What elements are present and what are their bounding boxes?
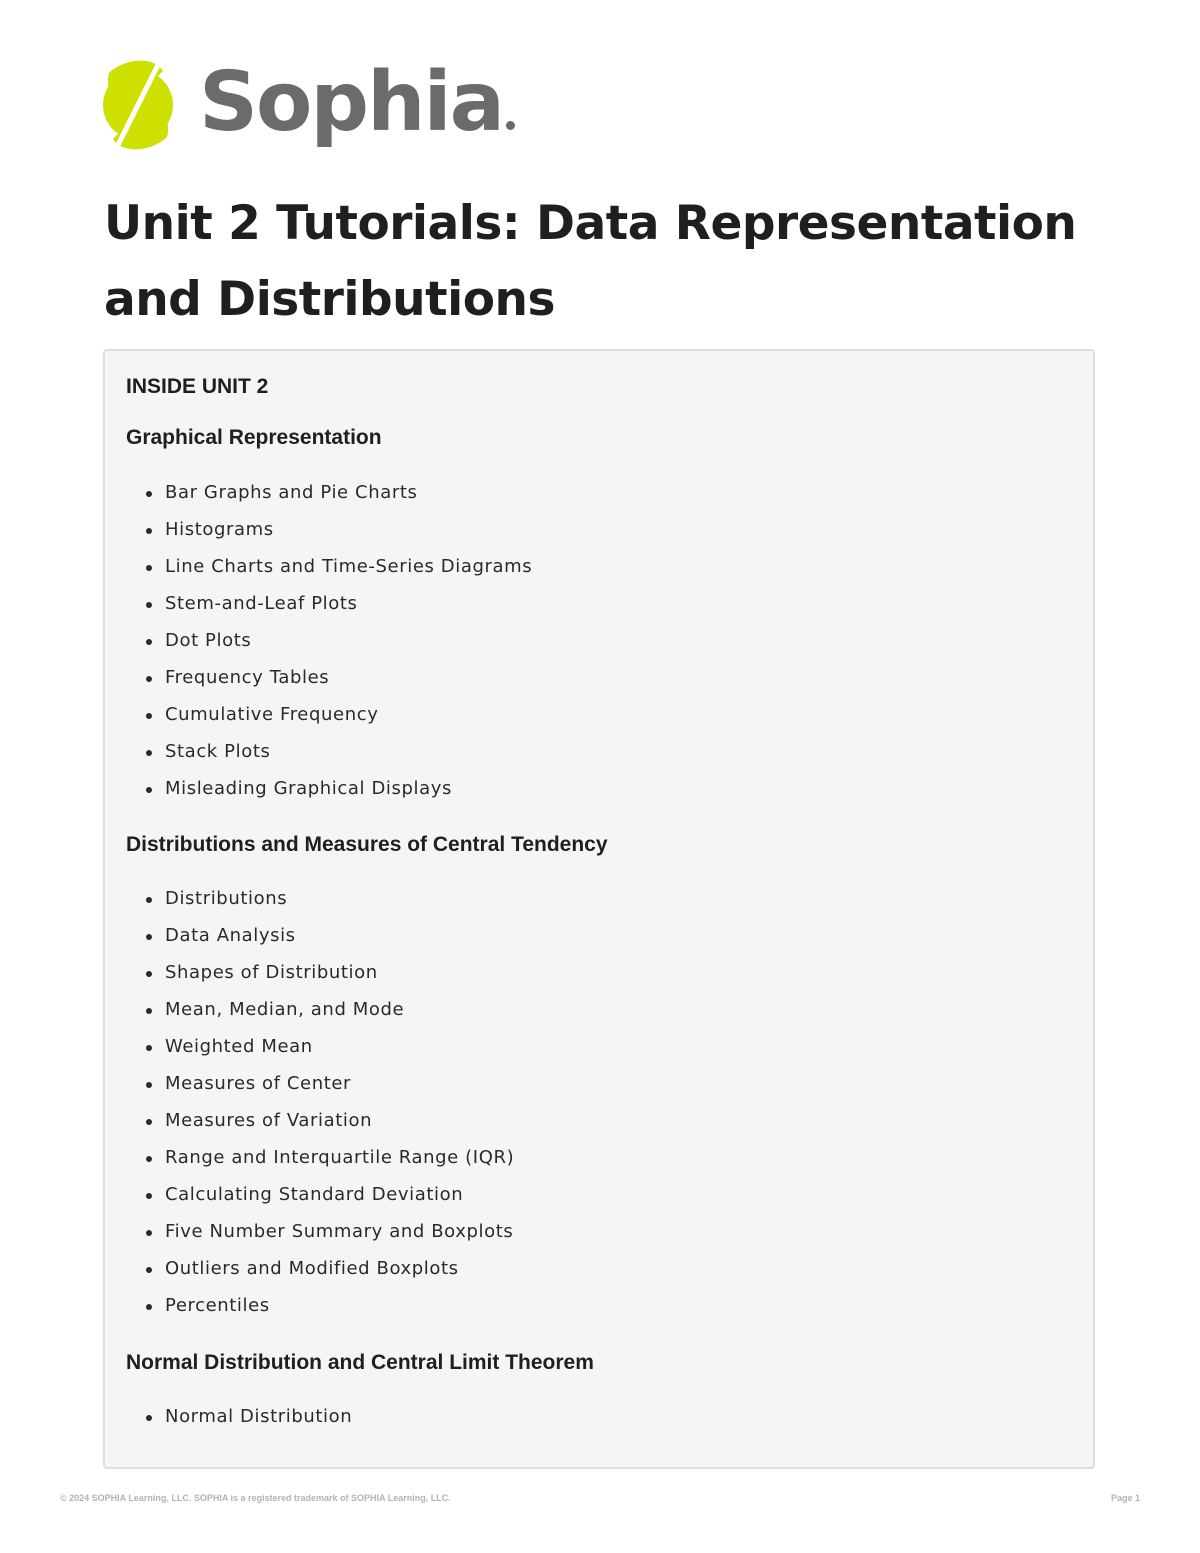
sophia-wordmark: Sophia	[199, 62, 515, 144]
sophia-logo	[101, 52, 515, 158]
list-item: Bar Graphs and Pie Charts	[105, 474, 532, 511]
bullet-icon	[146, 1304, 152, 1310]
sophia-logo-icon	[101, 53, 175, 157]
section-heading-normal-distribution: Normal Distribution and Central Limit Theorem	[126, 1351, 594, 1374]
list-item: Frequency Tables	[105, 659, 532, 696]
inside-unit-box	[103, 349, 1095, 1469]
bullet-icon	[146, 1267, 152, 1273]
footer-copyright: © 2024 SOPHIA Learning, LLC. SOPHIA is a registered trademark of SOPHIA Learning, LLC.	[60, 1493, 451, 1503]
bullet-icon	[146, 1082, 152, 1088]
list-item: Cumulative Frequency	[105, 696, 532, 733]
list-item: Percentiles	[105, 1287, 514, 1324]
bullet-icon	[146, 971, 152, 977]
list-item: Data Analysis	[105, 917, 514, 954]
list-item: Outliers and Modified Boxplots	[105, 1250, 514, 1287]
page-title: Unit 2 Tutorials: Data Representation and Distributions	[104, 196, 1077, 327]
bullet-icon	[146, 602, 152, 608]
box-heading: INSIDE UNIT 2	[126, 375, 269, 398]
section-heading-graphical-representation: Graphical Representation	[126, 426, 382, 449]
topic-list-normal-distribution	[105, 1398, 352, 1435]
list-item: Line Charts and Time-Series Diagrams	[105, 548, 532, 585]
list-item: Shapes of Distribution	[105, 954, 514, 991]
bullet-icon	[146, 639, 152, 645]
bullet-icon	[146, 787, 152, 793]
bullet-icon	[146, 1045, 152, 1051]
list-item: Histograms	[105, 511, 532, 548]
list-item: Weighted Mean	[105, 1028, 514, 1065]
list-item: Stem-and-Leaf Plots	[105, 585, 532, 622]
section-heading-distributions: Distributions and Measures of Central Tendency	[126, 833, 608, 856]
list-item: Measures of Center	[105, 1065, 514, 1102]
footer-page-number: Page 1	[1110, 1493, 1140, 1503]
topic-list-graphical-representation	[105, 474, 532, 807]
bullet-icon	[146, 1193, 152, 1199]
bullet-icon	[146, 1156, 152, 1162]
bullet-icon	[146, 934, 152, 940]
bullet-icon	[146, 491, 152, 497]
bullet-icon	[146, 528, 152, 534]
list-item: Calculating Standard Deviation	[105, 1176, 514, 1213]
bullet-icon	[146, 750, 152, 756]
list-item: Measures of Variation	[105, 1102, 514, 1139]
list-item: Misleading Graphical Displays	[105, 770, 532, 807]
list-item: Dot Plots	[105, 622, 532, 659]
bullet-icon	[146, 713, 152, 719]
bullet-icon	[146, 1415, 152, 1421]
list-item: Normal Distribution	[105, 1398, 352, 1435]
topic-list-distributions	[105, 880, 514, 1324]
bullet-icon	[146, 565, 152, 571]
list-item: Distributions	[105, 880, 514, 917]
bullet-icon	[146, 897, 152, 903]
bullet-icon	[146, 676, 152, 682]
bullet-icon	[146, 1230, 152, 1236]
list-item: Range and Interquartile Range (IQR)	[105, 1139, 514, 1176]
list-item: Mean, Median, and Mode	[105, 991, 514, 1028]
bullet-icon	[146, 1008, 152, 1014]
list-item: Stack Plots	[105, 733, 532, 770]
bullet-icon	[146, 1119, 152, 1125]
list-item: Five Number Summary and Boxplots	[105, 1213, 514, 1250]
